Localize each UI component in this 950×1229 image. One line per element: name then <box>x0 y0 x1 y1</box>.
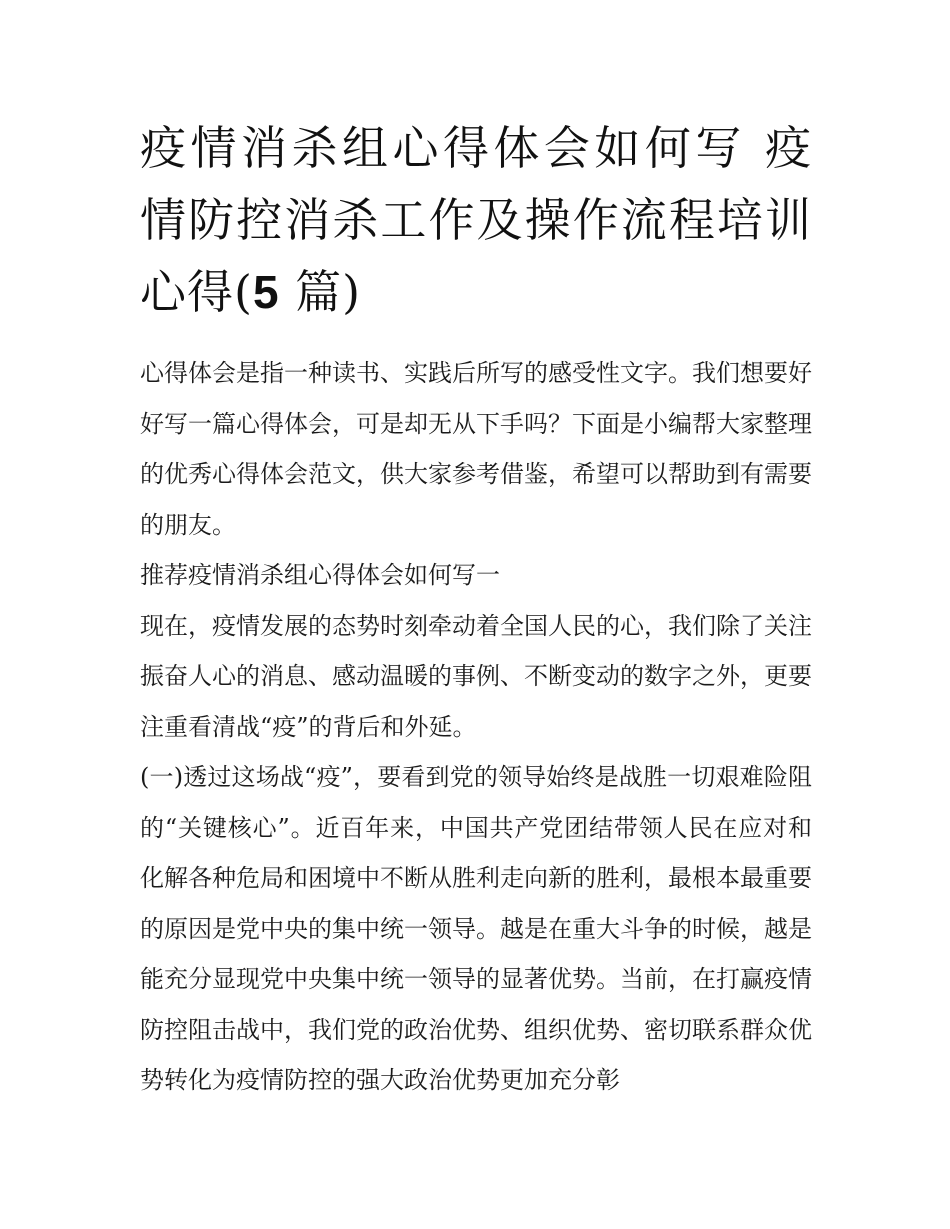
intro-paragraph: 心得体会是指一种读书、实践后所写的感受性文字。我们想要好好写一篇心得体会，可是却无从下手吗？下面是小编帮大家整理的优秀心得体会范文，供大家参考借鉴，希望可以帮助到有需要的朋友。 <box>140 359 812 539</box>
document-title <box>140 112 812 328</box>
body-paragraph-2: (一)透过这场战“疫”，要看到党的领导始终是战胜一切艰难险阻的“关键核心”。近百年来，中国共产党团结带领人民在应对和化解各种危局和困境中不断从胜利走向新的胜利，最根本最重要的原因是党中央的集中统一领导。越是在重大斗争的时候，越是能充分显现党中央集中统一领导的显著优势。当前，在打赢疫情防控阻击战中，我们党的政治优势、组织优势、密切联系群众优势转化为疫情防控的强大政治优势更加充分彰 <box>140 763 812 1094</box>
title-number: 5 <box>252 266 280 318</box>
title-text-part2: 篇) <box>279 265 362 319</box>
title-text-part1: 疫情消杀组心得体会如何写 疫情防控消杀工作及操作流程培训心得( <box>140 121 812 319</box>
section-heading: 推荐疫情消杀组心得体会如何写一 <box>140 561 500 589</box>
body-paragraph-1: 现在，疫情发展的态势时刻牵动着全国人民的心，我们除了关注振奋人心的消息、感动温暖的事例、不断变动的数字之外，更要注重看清战“疫”的背后和外延。 <box>140 611 812 741</box>
document-content <box>140 112 812 1106</box>
